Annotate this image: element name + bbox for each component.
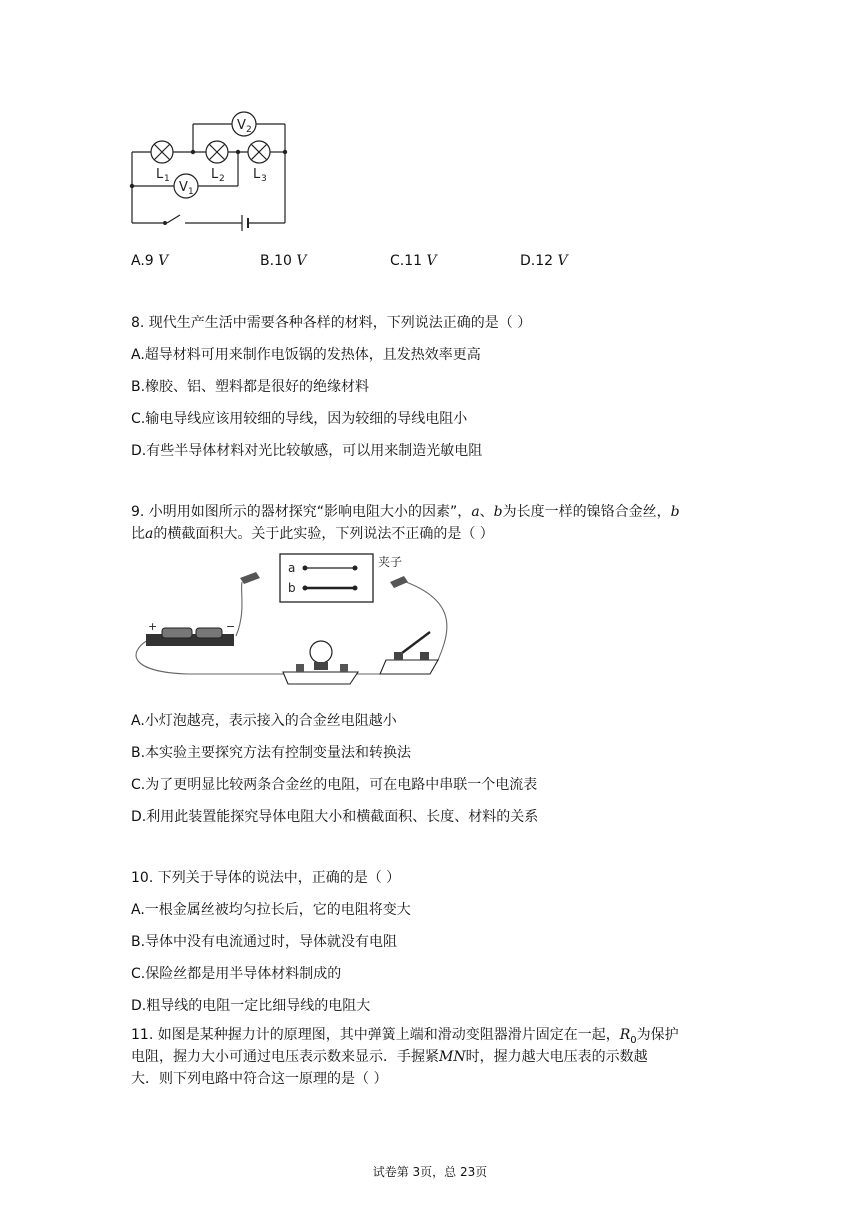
- q9-option-d: D.利用此装置能探究导体电阻大小和横截面积、长度、材料的关系: [131, 809, 539, 825]
- wire-b-label: b: [288, 581, 296, 595]
- q7-option-a: [131, 251, 168, 271]
- stem-text: 时，握力越大电压表的示数越: [465, 1049, 648, 1065]
- q9-option-a: A.小灯泡越亮，表示接入的合金丝电阻越小: [131, 713, 397, 729]
- wire-a-label: a: [288, 561, 296, 575]
- l3-subscript: 3: [261, 174, 267, 184]
- option-letter: B.: [260, 253, 275, 269]
- q10-option-c: C.保险丝都是用半导体材料制成的: [131, 966, 342, 982]
- var-a: a: [145, 526, 154, 542]
- option-letter: D.: [520, 253, 536, 269]
- option-value: 11: [404, 253, 423, 269]
- option-value: 10: [274, 253, 292, 269]
- v1-label: V: [179, 180, 188, 195]
- option-letter: A.: [131, 253, 145, 269]
- q10-option-a: A.一根金属丝被均匀拉长后，它的电阻将变大: [131, 902, 411, 918]
- stem-text: 的横截面积大。关于此实验，下列说法不正确的是（ ）: [153, 526, 494, 542]
- q7-option-d: [520, 251, 568, 271]
- l2-label: L: [211, 167, 219, 182]
- stem-text: 11. 如图是某种握力计的原理图，其中弹簧上端和滑动变阻器滑片固定在一起，: [131, 1027, 620, 1043]
- stem-text: 为长度一样的镍铬合金丝，: [502, 504, 671, 520]
- var-b: b: [493, 504, 503, 520]
- clip-label: 夹子: [378, 555, 403, 569]
- option-unit: V: [296, 253, 307, 269]
- r0-symbol: R: [619, 1027, 631, 1043]
- v2-label: V: [237, 118, 246, 133]
- page-footer: 试卷第 3页，总 23页: [372, 1165, 488, 1179]
- q9-option-b: B.本实验主要探究方法有控制变量法和转换法: [131, 745, 412, 761]
- q11-stem-line2: [131, 1047, 648, 1067]
- v2-subscript: 2: [246, 125, 252, 135]
- option-letter: C.: [390, 253, 405, 269]
- battery-plus: +: [148, 620, 158, 633]
- battery-minus: −: [226, 620, 236, 633]
- q8-stem: 8. 现代生产生活中需要各种各样的材料，下列说法正确的是（ ）: [131, 315, 532, 331]
- option-value: 12: [535, 253, 554, 269]
- option-unit: V: [158, 253, 169, 269]
- q8-option-b: B.橡胶、铝、塑料都是很好的绝缘材料: [131, 379, 370, 395]
- l3-label: L: [253, 167, 261, 182]
- l1-label: L: [156, 167, 164, 182]
- apparatus-figure-q9: [128, 552, 468, 692]
- var-a: a: [471, 504, 480, 520]
- stem-text: 9. 小明用如图所示的器材探究“影响电阻大小的因素”，: [131, 504, 472, 520]
- q9-stem-line2: [131, 524, 494, 544]
- q9-stem-line1: [131, 502, 680, 522]
- q8-option-d: D.有些半导体材料对光比较敏感，可以用来制造光敏电阻: [131, 443, 483, 459]
- q10-option-b: B.导体中没有电流通过时，导体就没有电阻: [131, 934, 398, 950]
- q9-option-c: C.为了更明显比较两条合金丝的电阻，可在电路中串联一个电流表: [131, 777, 538, 793]
- q10-stem: 10. 下列关于导体的说法中，正确的是（ ）: [131, 870, 401, 886]
- circuit-diagram-q7: [125, 108, 295, 234]
- q10-option-d: D.粗导线的电阻一定比细导线的电阻大: [131, 998, 371, 1014]
- separator: 、: [479, 504, 494, 520]
- r0-subscript: 0: [630, 1034, 637, 1046]
- q8-option-a: A.超导材料可用来制作电饭锅的发热体，且发热效率更高: [131, 347, 481, 363]
- option-value: 9: [144, 253, 154, 269]
- q8-option-c: C.输电导线应该用较细的导线，因为较细的导线电阻小: [131, 411, 468, 427]
- v1-subscript: 1: [188, 187, 194, 197]
- mn-symbol: MN: [439, 1049, 466, 1065]
- stem-text: 为保护: [636, 1027, 679, 1043]
- var-b: b: [670, 504, 680, 520]
- stem-text: 比: [131, 526, 145, 542]
- q11-stem-line3: 大．则下列电路中符合这一原理的是（ ）: [131, 1071, 388, 1087]
- stem-text: 电阻，握力大小可通过电压表示数来显示．手握紧: [131, 1049, 439, 1065]
- l1-subscript: 1: [164, 174, 170, 184]
- q7-option-c: [390, 251, 437, 271]
- q7-option-b: [260, 251, 306, 271]
- option-unit: V: [557, 253, 568, 269]
- l2-subscript: 2: [219, 174, 225, 184]
- option-unit: V: [426, 253, 437, 269]
